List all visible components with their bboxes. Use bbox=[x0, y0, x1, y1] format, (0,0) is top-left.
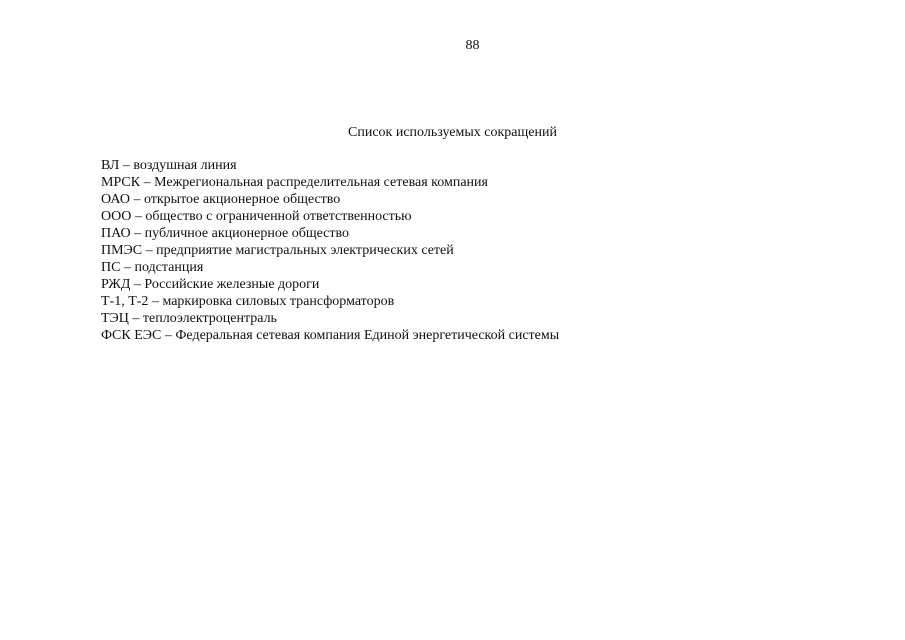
list-item bbox=[101, 259, 559, 276]
separator: – bbox=[129, 192, 144, 207]
separator: – bbox=[120, 260, 135, 275]
list-item bbox=[101, 174, 559, 191]
abbreviation-term: ФСК ЕЭС bbox=[101, 328, 162, 343]
abbreviation-list bbox=[101, 157, 559, 344]
list-item bbox=[101, 293, 559, 310]
list-item bbox=[101, 327, 559, 344]
separator: – bbox=[119, 158, 134, 173]
abbreviation-term: ОАО bbox=[101, 192, 130, 207]
abbreviation-term: ПС bbox=[101, 260, 121, 275]
page-title: Список используемых сокращений bbox=[348, 125, 557, 140]
list-item bbox=[101, 225, 559, 242]
abbreviation-term: ВЛ bbox=[101, 158, 120, 173]
abbreviation-term: ПМЭС bbox=[101, 243, 143, 258]
abbreviation-term: ПАО bbox=[101, 226, 131, 241]
abbreviation-term: РЖД bbox=[101, 277, 131, 292]
abbreviation-term: ТЭЦ bbox=[101, 311, 129, 326]
separator: – bbox=[142, 243, 157, 258]
list-item bbox=[101, 157, 559, 174]
list-item bbox=[101, 276, 559, 293]
abbreviation-definition: открытое акционерное общество bbox=[143, 192, 341, 207]
abbreviation-definition: подстанция bbox=[134, 260, 204, 275]
abbreviation-term: МРСК bbox=[101, 175, 141, 190]
abbreviation-definition: воздушная линия bbox=[133, 158, 237, 173]
list-item bbox=[101, 242, 559, 259]
list-item bbox=[101, 208, 559, 225]
abbreviation-term: Т-1, Т-2 bbox=[101, 294, 149, 309]
abbreviation-definition: Российские железные дороги bbox=[144, 277, 320, 292]
page-number: 88 bbox=[465, 38, 480, 53]
separator: – bbox=[131, 209, 146, 224]
separator: – bbox=[140, 175, 155, 190]
list-item bbox=[101, 310, 559, 327]
abbreviation-definition: теплоэлектроцентраль bbox=[142, 311, 277, 326]
abbreviation-definition: маркировка силовых трансформаторов bbox=[162, 294, 395, 309]
separator: – bbox=[130, 277, 145, 292]
separator: – bbox=[128, 311, 143, 326]
abbreviation-definition: предприятие магистральных электрических сетей bbox=[156, 243, 454, 258]
abbreviation-definition: публичное акционерное общество bbox=[144, 226, 350, 241]
list-item bbox=[101, 191, 559, 208]
abbreviation-term: ООО bbox=[101, 209, 132, 224]
separator: – bbox=[148, 294, 163, 309]
separator: – bbox=[130, 226, 145, 241]
abbreviation-definition: Межрегиональная распределительная сетевая компания bbox=[154, 175, 488, 190]
separator: – bbox=[161, 328, 176, 343]
abbreviation-definition: общество с ограниченной ответственностью bbox=[145, 209, 412, 224]
abbreviation-definition: Федеральная сетевая компания Единой энергетической системы bbox=[175, 328, 560, 343]
